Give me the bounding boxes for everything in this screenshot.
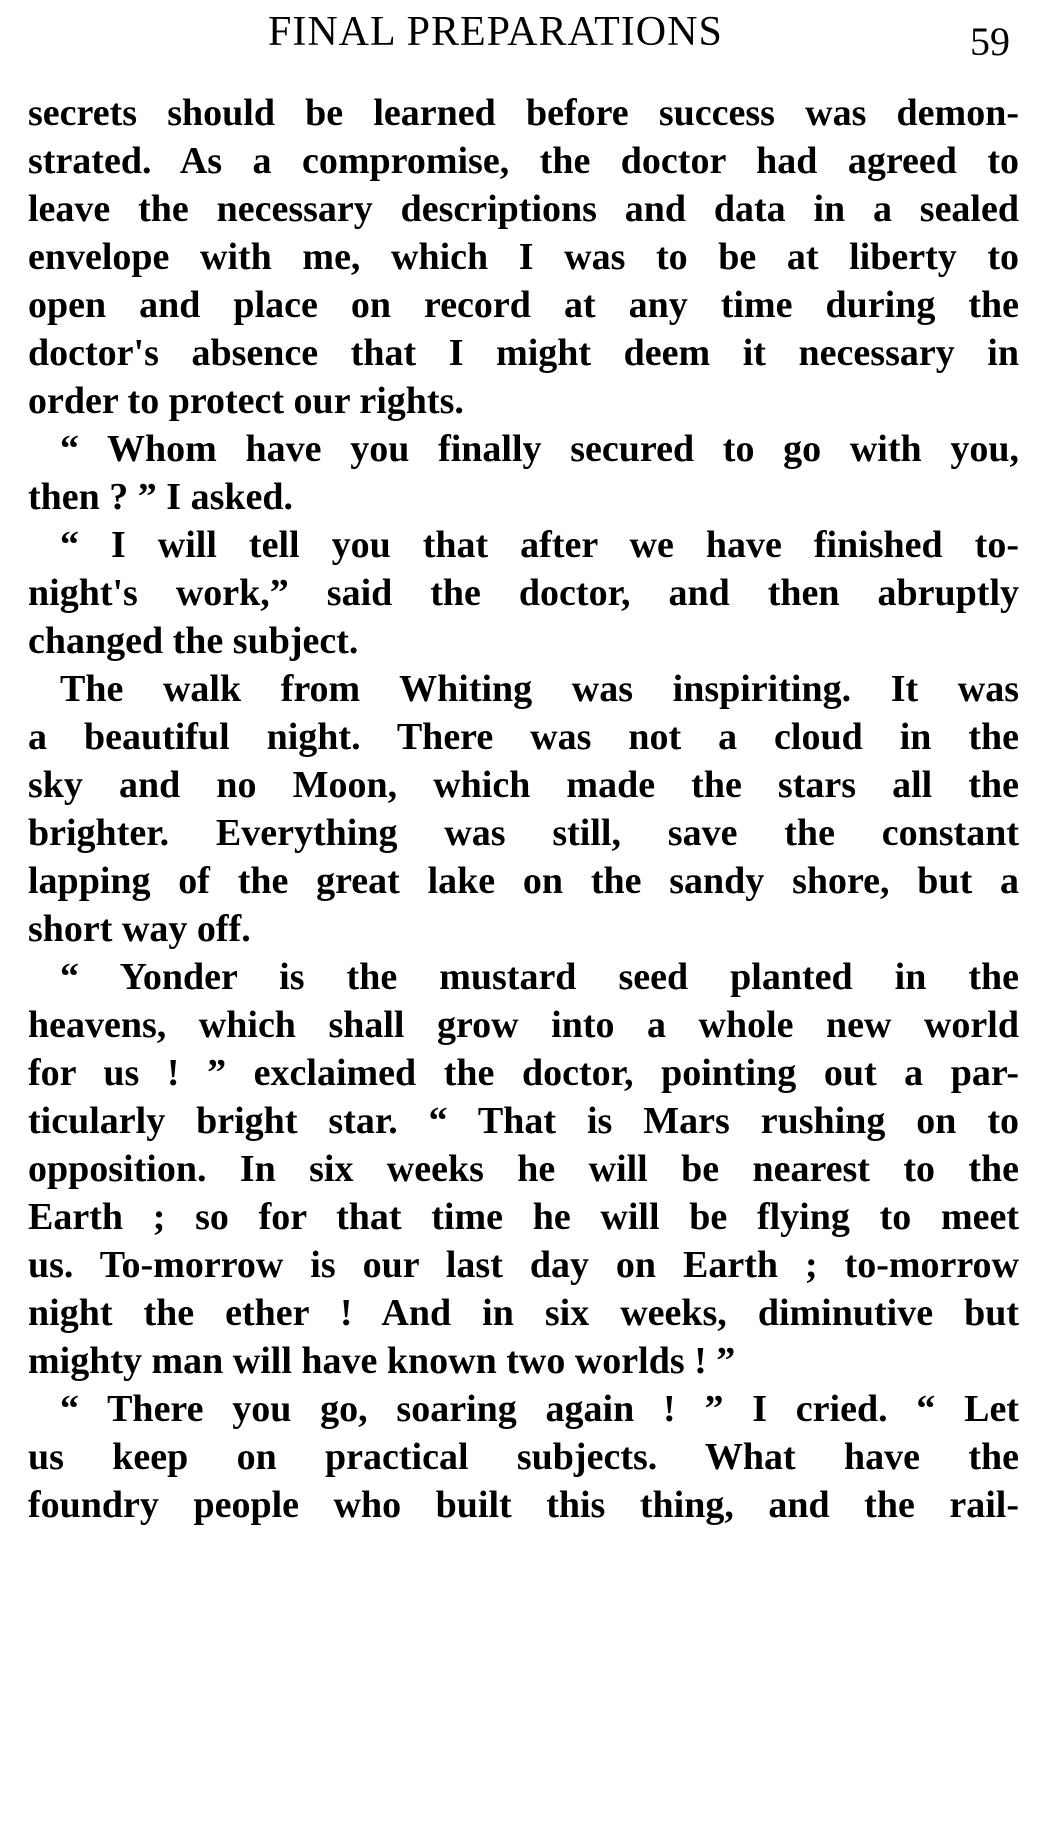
text-line: heavens, which shall grow into a whole new world (28, 1004, 1019, 1046)
text-line: changed the subject. (28, 620, 359, 662)
text-line: strated. As a compromise, the doctor had agreed to (28, 140, 1019, 182)
text-line: leave the necessary descriptions and data in a sealed (28, 188, 1019, 230)
text-line: foundry people who built this thing, and the rail- (28, 1484, 1019, 1526)
text-line: “ Yonder is the mustard seed planted in the (60, 956, 1019, 998)
text-line: ticularly bright star. “ That is Mars rushing on to (28, 1100, 1019, 1142)
text-line: brighter. Everything was still, save the constant (28, 812, 1019, 854)
running-title: FINAL PREPARATIONS (268, 9, 723, 55)
text-line: Earth ; so for that time he will be flying to meet (28, 1196, 1019, 1238)
text-line: The walk from Whiting was inspiriting. It was (60, 668, 1019, 710)
text-line: secrets should be learned before success was demon- (28, 92, 1019, 134)
text-line: lapping of the great lake on the sandy shore, but a (28, 860, 1019, 902)
text-line: for us ! ” exclaimed the doctor, pointing out a par- (28, 1052, 1019, 1094)
text-line: sky and no Moon, which made the stars all the (28, 764, 1019, 806)
text-line: us keep on practical subjects. What have the (28, 1436, 1019, 1478)
text-line: order to protect our rights. (28, 380, 464, 422)
page-number: 59 (970, 19, 1010, 64)
text-line: mighty man will have known two worlds ! ” (28, 1340, 736, 1382)
text-line: “ There you go, soaring again ! ” I cried. “ Let (60, 1388, 1019, 1430)
text-line: “ Whom have you finally secured to go with you, (60, 428, 1019, 470)
text-line: night the ether ! And in six weeks, diminutive but (28, 1292, 1019, 1334)
text-line: a beautiful night. There was not a cloud in the (28, 716, 1019, 758)
text-line: short way off. (28, 908, 251, 950)
text-line: opposition. In six weeks he will be nearest to the (28, 1148, 1019, 1190)
text-line: open and place on record at any time during the (28, 284, 1019, 326)
text-line: envelope with me, which I was to be at liberty to (28, 236, 1019, 278)
text-line: night's work,” said the doctor, and then abruptly (28, 572, 1019, 614)
text-line: “ I will tell you that after we have finished to- (60, 524, 1019, 566)
text-line: then ? ” I asked. (28, 476, 293, 518)
text-line: doctor's absence that I might deem it necessary in (28, 332, 1019, 374)
text-line: us. To-morrow is our last day on Earth ; to-morrow (28, 1244, 1019, 1286)
